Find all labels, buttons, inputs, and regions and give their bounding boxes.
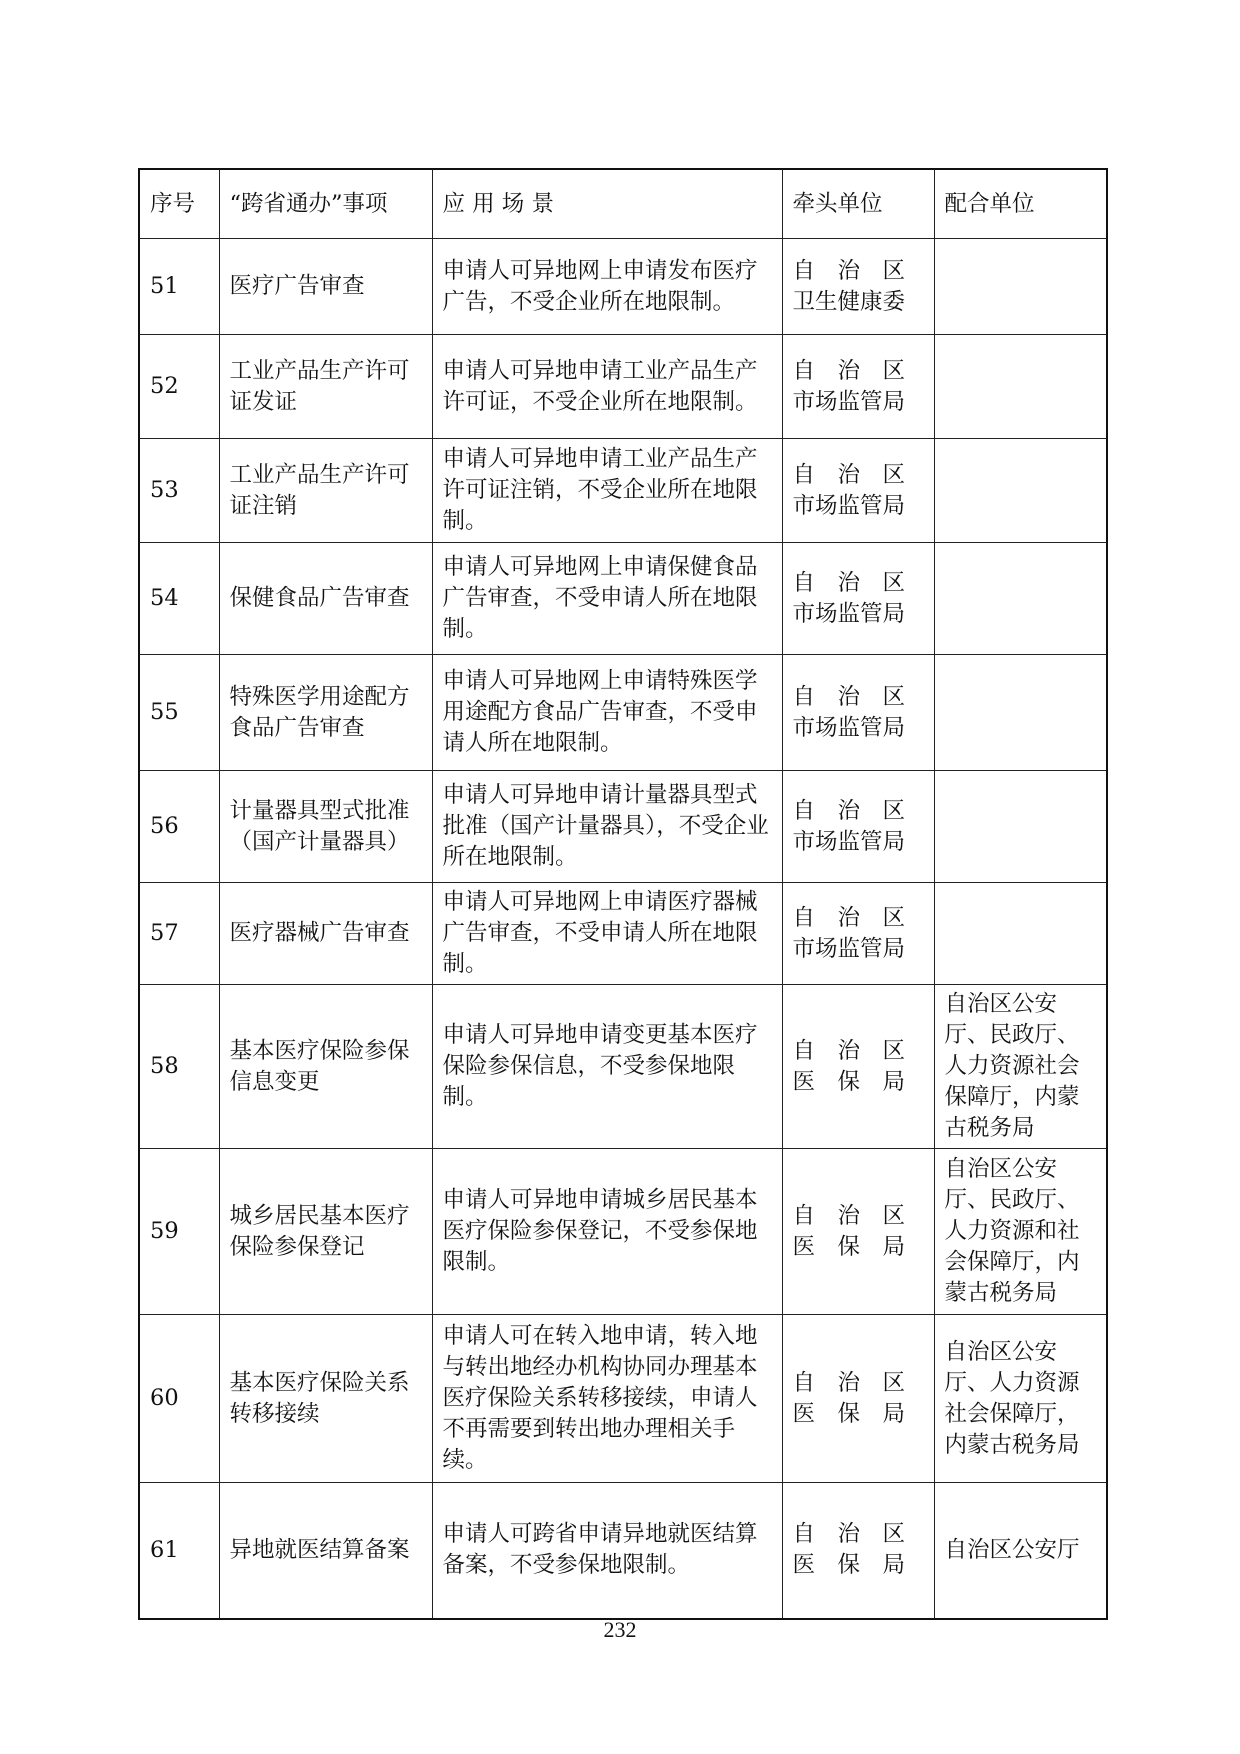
row-lead-unit: 自 治 区 市场监管局 bbox=[782, 335, 934, 439]
table-row bbox=[139, 439, 1107, 543]
table-header-row bbox=[139, 169, 1107, 239]
row-item: 医疗广告审查 bbox=[219, 239, 432, 335]
matters-table bbox=[138, 168, 1108, 1620]
table-row bbox=[139, 239, 1107, 335]
row-scene: 申请人可异地网上申请保健食品广告审查，不受申请人所在地限制。 bbox=[432, 543, 782, 655]
row-scene: 申请人可异地网上申请特殊医学用途配方食品广告审查，不受申请人所在地限制。 bbox=[432, 655, 782, 771]
table-row bbox=[139, 335, 1107, 439]
row-number: 53 bbox=[139, 439, 219, 543]
row-number: 59 bbox=[139, 1149, 219, 1315]
header-lead-unit: 牵头单位 bbox=[782, 169, 934, 239]
row-lead-unit: 自 治 区 市场监管局 bbox=[782, 883, 934, 985]
table-row bbox=[139, 985, 1107, 1149]
row-number: 61 bbox=[139, 1483, 219, 1619]
header-item: “跨省通办”事项 bbox=[219, 169, 432, 239]
row-coop-unit bbox=[934, 883, 1107, 985]
page-number: 232 bbox=[603, 1617, 637, 1642]
row-item: 异地就医结算备案 bbox=[219, 1483, 432, 1619]
row-item: 基本医疗保险参保信息变更 bbox=[219, 985, 432, 1149]
row-item: 工业产品生产许可证发证 bbox=[219, 335, 432, 439]
row-scene: 申请人可跨省申请异地就医结算备案，不受参保地限制。 bbox=[432, 1483, 782, 1619]
row-coop-unit bbox=[934, 543, 1107, 655]
row-coop-unit: 自治区公安厅 bbox=[934, 1483, 1107, 1619]
row-number: 57 bbox=[139, 883, 219, 985]
row-scene: 申请人可异地网上申请医疗器械广告审查，不受申请人所在地限制。 bbox=[432, 883, 782, 985]
table-row bbox=[139, 1149, 1107, 1315]
row-item: 工业产品生产许可证注销 bbox=[219, 439, 432, 543]
row-item: 基本医疗保险关系转移接续 bbox=[219, 1315, 432, 1483]
row-number: 58 bbox=[139, 985, 219, 1149]
row-coop-unit: 自治区公安厅、民政厅、人力资源和社会保障厅，内蒙古税务局 bbox=[934, 1149, 1107, 1315]
row-lead-unit: 自 治 区 医 保 局 bbox=[782, 1483, 934, 1619]
table-row bbox=[139, 771, 1107, 883]
row-scene: 申请人可异地申请城乡居民基本医疗保险参保登记，不受参保地限制。 bbox=[432, 1149, 782, 1315]
row-item: 特殊医学用途配方食品广告审查 bbox=[219, 655, 432, 771]
table-row bbox=[139, 543, 1107, 655]
row-item: 城乡居民基本医疗保险参保登记 bbox=[219, 1149, 432, 1315]
row-number: 60 bbox=[139, 1315, 219, 1483]
row-coop-unit bbox=[934, 655, 1107, 771]
row-lead-unit: 自 治 区 市场监管局 bbox=[782, 655, 934, 771]
row-item: 计量器具型式批准（国产计量器具） bbox=[219, 771, 432, 883]
row-lead-unit: 自 治 区 医 保 局 bbox=[782, 1315, 934, 1483]
header-coop-unit: 配合单位 bbox=[934, 169, 1107, 239]
header-no: 序号 bbox=[139, 169, 219, 239]
row-lead-unit: 自 治 区 医 保 局 bbox=[782, 1149, 934, 1315]
row-coop-unit: 自治区公安厅、人力资源社会保障厅，内蒙古税务局 bbox=[934, 1315, 1107, 1483]
table-row bbox=[139, 655, 1107, 771]
row-number: 55 bbox=[139, 655, 219, 771]
row-number: 52 bbox=[139, 335, 219, 439]
row-scene: 申请人可在转入地申请，转入地与转出地经办机构协同办理基本医疗保险关系转移接续，申请人不再需要到转出地办理相关手续。 bbox=[432, 1315, 782, 1483]
row-item: 医疗器械广告审查 bbox=[219, 883, 432, 985]
row-lead-unit: 自 治 区 市场监管局 bbox=[782, 439, 934, 543]
row-scene: 申请人可异地网上申请发布医疗广告，不受企业所在地限制。 bbox=[432, 239, 782, 335]
row-lead-unit: 自 治 区 市场监管局 bbox=[782, 543, 934, 655]
row-scene: 申请人可异地申请变更基本医疗保险参保信息，不受参保地限制。 bbox=[432, 985, 782, 1149]
row-scene: 申请人可异地申请计量器具型式批准（国产计量器具），不受企业所在地限制。 bbox=[432, 771, 782, 883]
row-number: 54 bbox=[139, 543, 219, 655]
document-table-wrapper bbox=[138, 168, 1106, 1620]
row-coop-unit bbox=[934, 771, 1107, 883]
row-number: 51 bbox=[139, 239, 219, 335]
table-row bbox=[139, 883, 1107, 985]
table-row bbox=[139, 1315, 1107, 1483]
row-scene: 申请人可异地申请工业产品生产许可证注销，不受企业所在地限制。 bbox=[432, 439, 782, 543]
row-lead-unit: 自 治 区 医 保 局 bbox=[782, 985, 934, 1149]
header-scene: 应 用 场 景 bbox=[432, 169, 782, 239]
row-lead-unit: 自 治 区 卫生健康委 bbox=[782, 239, 934, 335]
table-row bbox=[139, 1483, 1107, 1619]
row-coop-unit bbox=[934, 439, 1107, 543]
row-coop-unit: 自治区公安厅、民政厅、人力资源社会保障厅，内蒙古税务局 bbox=[934, 985, 1107, 1149]
row-coop-unit bbox=[934, 239, 1107, 335]
row-coop-unit bbox=[934, 335, 1107, 439]
row-scene: 申请人可异地申请工业产品生产许可证，不受企业所在地限制。 bbox=[432, 335, 782, 439]
row-number: 56 bbox=[139, 771, 219, 883]
row-item: 保健食品广告审查 bbox=[219, 543, 432, 655]
row-lead-unit: 自 治 区 市场监管局 bbox=[782, 771, 934, 883]
